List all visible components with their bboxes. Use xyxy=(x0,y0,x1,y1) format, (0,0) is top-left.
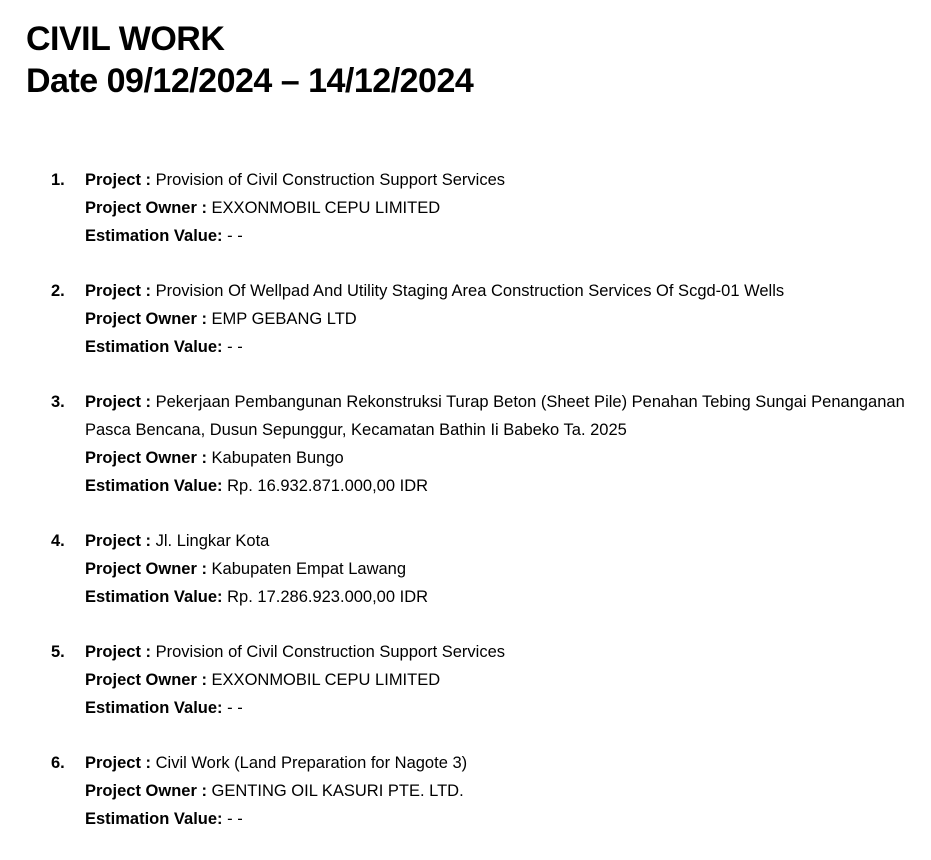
date-range-heading: Date 09/12/2024 – 14/12/2024 xyxy=(26,62,474,100)
value-label: Estimation Value: xyxy=(85,810,223,828)
item-number: 3. xyxy=(51,393,65,411)
estimation-value: - - xyxy=(227,810,243,828)
list-item xyxy=(0,749,931,833)
owner-label: Project Owner : xyxy=(85,782,207,800)
value-label: Estimation Value: xyxy=(85,588,223,606)
estimation-value: Rp. 16.932.871.000,00 IDR xyxy=(227,477,429,495)
item-number: 6. xyxy=(51,754,65,772)
project-owner: EXXONMOBIL CEPU LIMITED xyxy=(211,199,441,217)
project-list xyxy=(0,166,931,860)
project-label: Project : xyxy=(85,171,152,189)
project-owner: EXXONMOBIL CEPU LIMITED xyxy=(211,671,441,689)
owner-label: Project Owner : xyxy=(85,671,207,689)
value-label: Estimation Value: xyxy=(85,338,223,356)
project-owner: Kabupaten Empat Lawang xyxy=(211,560,407,578)
project-owner: Kabupaten Bungo xyxy=(211,449,344,467)
project-name: Provision Of Wellpad And Utility Staging Area Construction Services Of Scgd-01 Wells xyxy=(155,282,785,300)
item-number: 4. xyxy=(51,532,65,550)
list-item xyxy=(0,638,931,722)
owner-label: Project Owner : xyxy=(85,310,207,328)
list-item xyxy=(0,277,931,361)
project-name: Civil Work (Land Preparation for Nagote 3) xyxy=(155,754,468,772)
owner-label: Project Owner : xyxy=(85,199,207,217)
list-item xyxy=(0,388,931,500)
project-owner: EMP GEBANG LTD xyxy=(211,310,357,328)
project-name: Provision of Civil Construction Support Services xyxy=(155,171,506,189)
project-name: Provision of Civil Construction Support Services xyxy=(155,643,506,661)
list-item xyxy=(0,166,931,250)
estimation-value: - - xyxy=(227,227,243,245)
project-label: Project : xyxy=(85,282,152,300)
item-number: 5. xyxy=(51,643,65,661)
estimation-value: Rp. 17.286.923.000,00 IDR xyxy=(227,588,429,606)
owner-label: Project Owner : xyxy=(85,449,207,467)
value-label: Estimation Value: xyxy=(85,699,223,717)
owner-label: Project Owner : xyxy=(85,560,207,578)
value-label: Estimation Value: xyxy=(85,477,223,495)
estimation-value: - - xyxy=(227,338,243,356)
page-title: CIVIL WORK xyxy=(26,20,225,58)
project-label: Project : xyxy=(85,532,152,550)
project-label: Project : xyxy=(85,393,152,411)
project-name: Jl. Lingkar Kota xyxy=(155,532,270,550)
document-header xyxy=(26,18,473,102)
value-label: Estimation Value: xyxy=(85,227,223,245)
item-number: 1. xyxy=(51,171,65,189)
estimation-value: - - xyxy=(227,699,243,717)
list-item xyxy=(0,527,931,611)
project-owner: GENTING OIL KASURI PTE. LTD. xyxy=(211,782,464,800)
project-label: Project : xyxy=(85,643,152,661)
project-label: Project : xyxy=(85,754,152,772)
item-number: 2. xyxy=(51,282,65,300)
project-name: Pekerjaan Pembangunan Rekonstruksi Turap Beton (Sheet Pile) Penahan Tebing Sungai Penanganan Pasca Bencana, Dusun Sepunggur, Kecamatan Bathin Ii Babeko Ta. 2025 xyxy=(85,393,905,439)
